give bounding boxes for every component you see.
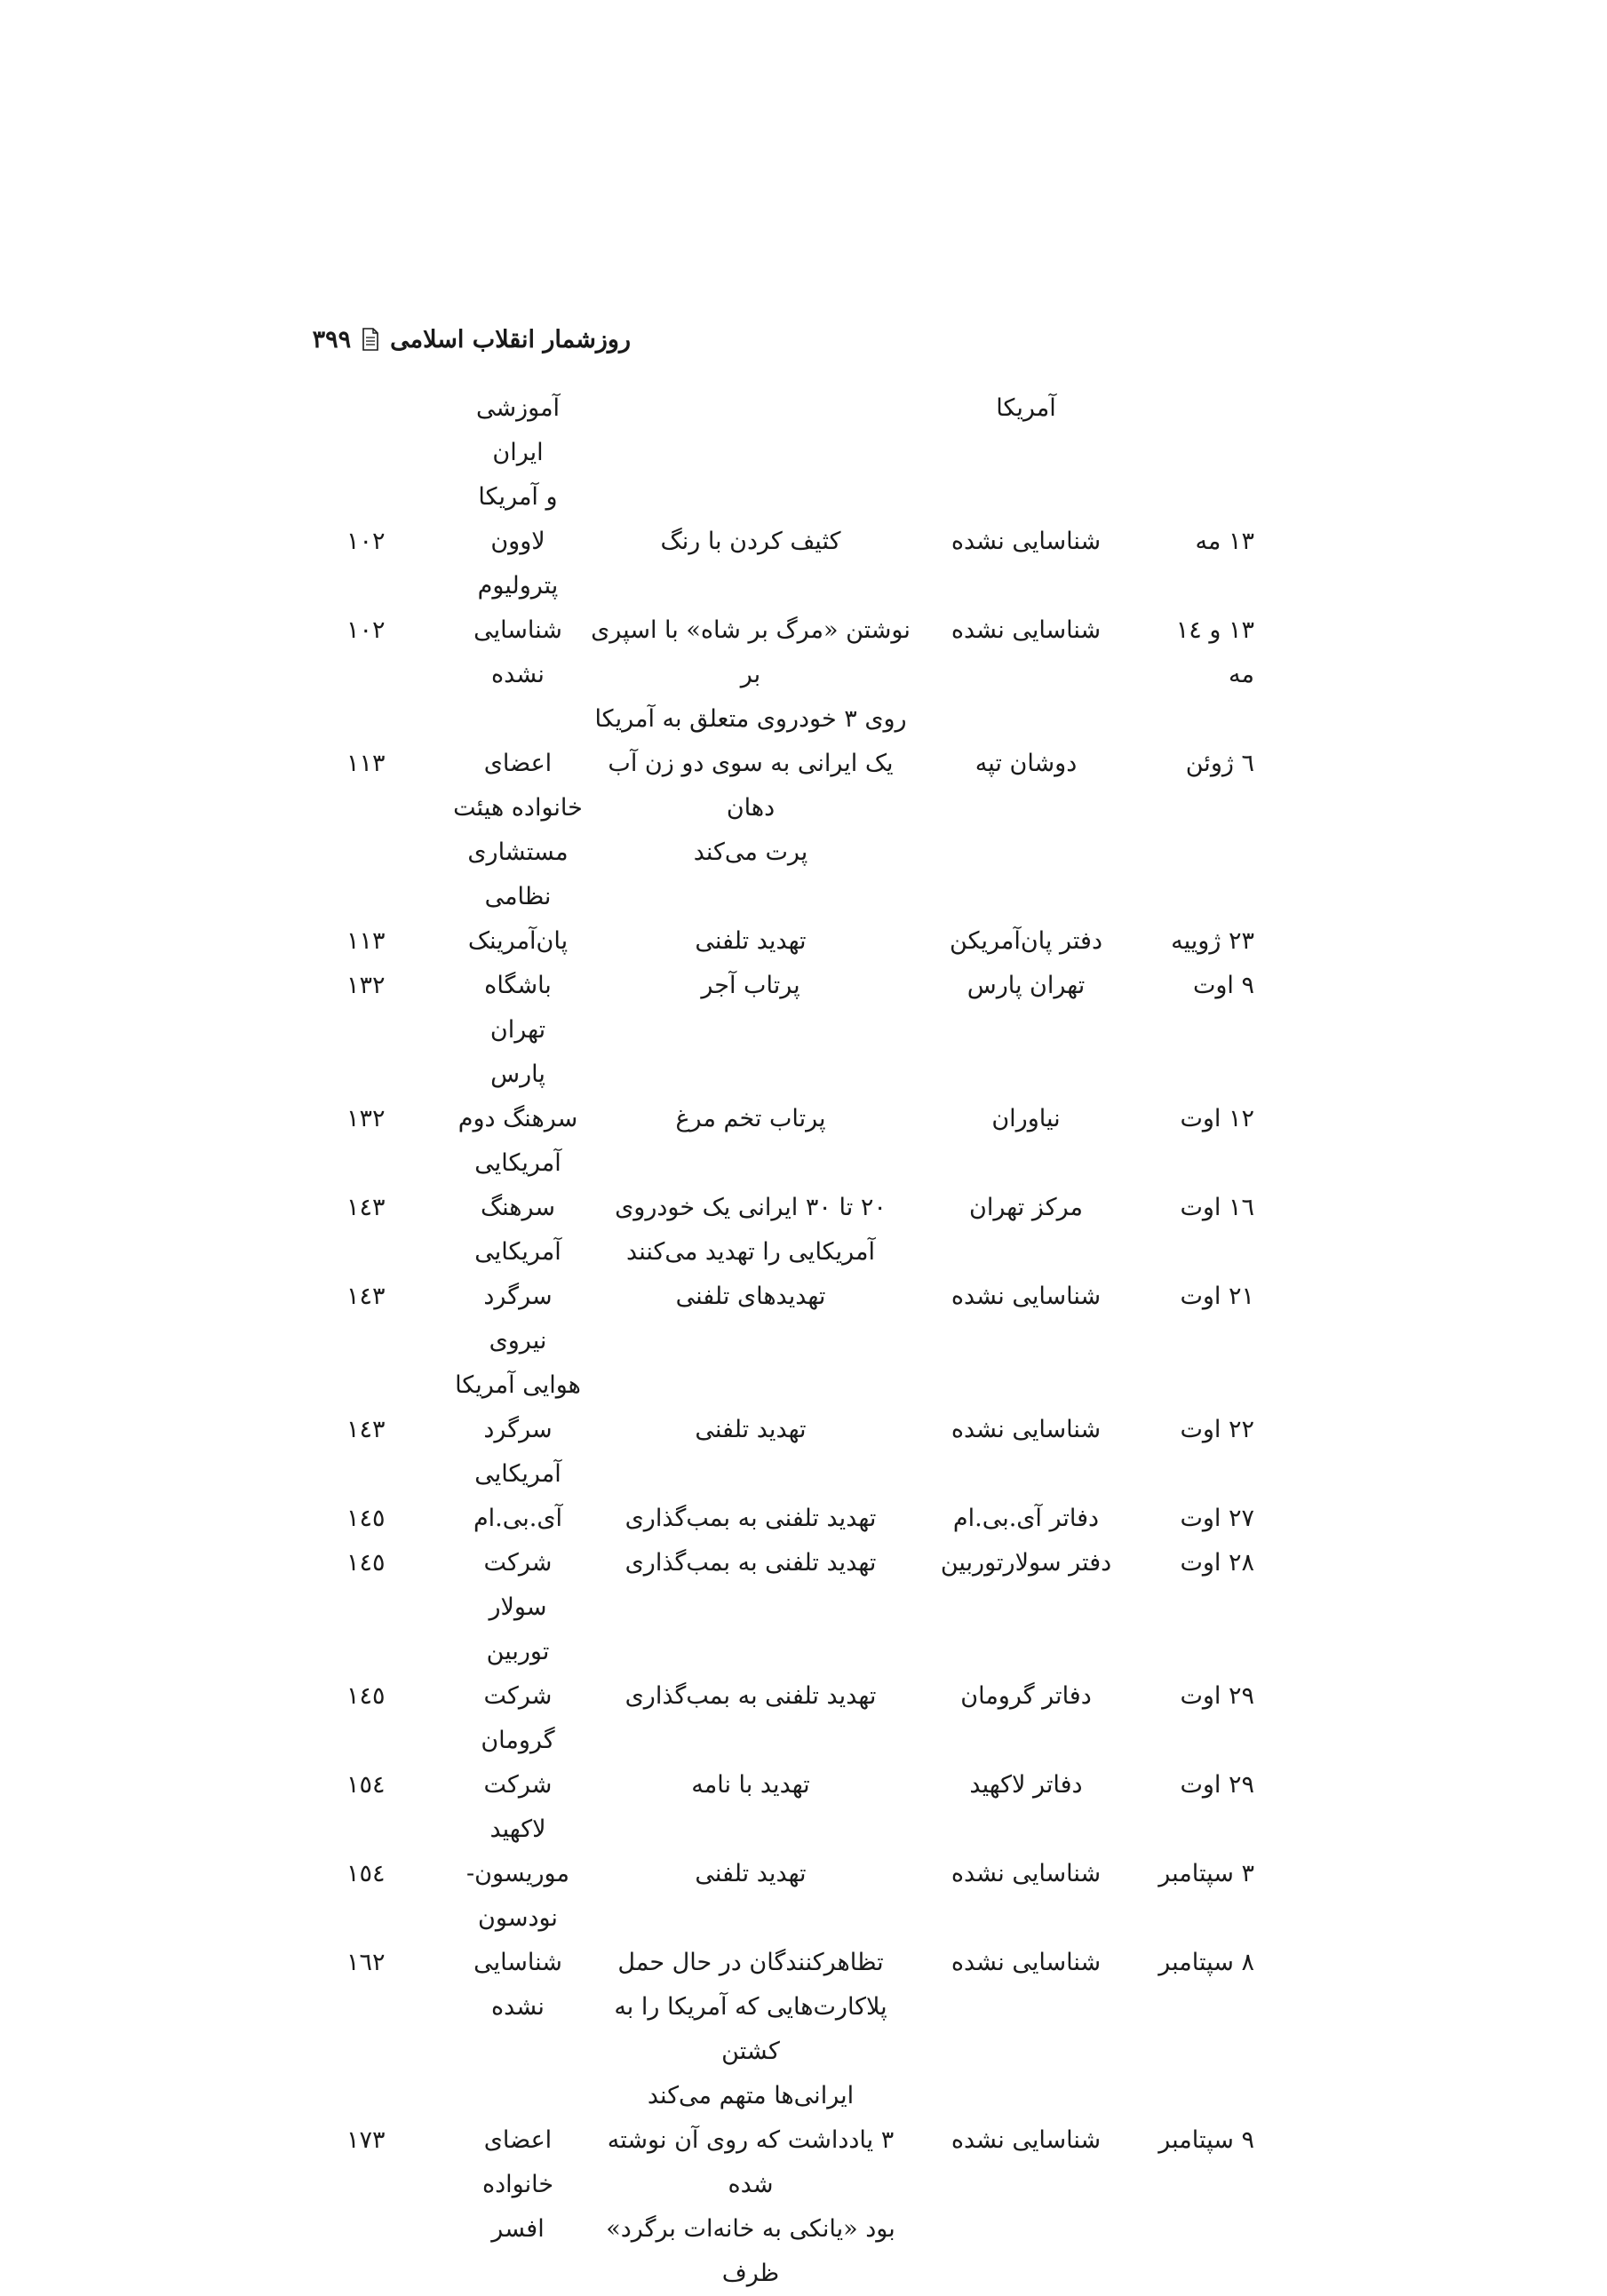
row-location: آمریکا — [996, 394, 1056, 422]
row-date: ٦ ژوئن — [1185, 750, 1254, 777]
row-target: موریسون- نودسون — [466, 1860, 569, 1932]
row-date — [1137, 386, 1261, 520]
header-title: روزشمار انقلاب اسلامی — [390, 325, 631, 354]
row-incident: تهدید تلفنی به بمب‌گذاری — [625, 1549, 877, 1577]
table-row — [320, 964, 1261, 1097]
row-date: ١٦ اوت — [1180, 1194, 1254, 1221]
row-page: ۱۷۳ — [346, 2126, 386, 2154]
row-incident: کثیف کردن با رنگ — [660, 528, 841, 555]
row-page — [320, 386, 453, 520]
row-target: پان‌آمرینک — [467, 927, 569, 955]
table-row — [320, 1275, 1261, 1408]
row-location: شناسایی نشده — [951, 528, 1102, 555]
row-page: ۱۱۳ — [346, 750, 386, 777]
row-location: تهران پارس — [967, 972, 1086, 999]
row-incident: تهدید تلفنی — [695, 1860, 807, 1887]
table-row — [320, 919, 1261, 964]
incident-table — [320, 386, 1261, 2296]
table-row — [320, 1941, 1261, 2118]
row-target: سرگرد نیروی هوایی آمریکا — [455, 1283, 581, 1399]
row-page: ۱۱۳ — [346, 927, 386, 955]
row-page: ١٥٤ — [346, 1771, 386, 1799]
table-row — [320, 1186, 1261, 1275]
row-incident: تهدید تلفنی — [695, 1416, 807, 1443]
row-date: ۱۳ و ١٤ مه — [1175, 616, 1254, 688]
row-target: باشگاه تهران پارس — [484, 972, 552, 1088]
row-incident: ۲۰ تا ۳۰ ایرانی یک خودروی آمریکایی را تهدید می‌کنند — [615, 1194, 887, 1266]
row-location: شناسایی نشده — [951, 2126, 1102, 2154]
row-incident: تظاهرکنندگان در حال حمل پلاکارت‌هایی که آمریکا را به کشتن ایرانی‌ها متهم می‌کند — [614, 1949, 887, 2109]
row-target: شرکت سولار توربین — [483, 1549, 553, 1665]
row-target: سرهنگ دوم آمریکایی — [457, 1105, 578, 1177]
row-location: شناسایی نشده — [951, 616, 1102, 644]
row-page: ١٥٤ — [346, 1860, 386, 1887]
row-page: ١٦٢ — [346, 1949, 386, 1976]
row-incident: تهدید تلفنی به بمب‌گذاری — [625, 1682, 877, 1710]
table-row — [320, 2118, 1261, 2296]
row-page: ١٤٣ — [346, 1194, 386, 1221]
row-date: ۲۳ ژوییه — [1171, 927, 1254, 955]
row-location: نیاوران — [991, 1105, 1061, 1132]
row-incident: تهدیدهای تلفنی — [675, 1283, 826, 1310]
row-page: ١٤٥ — [346, 1505, 386, 1532]
row-location: شناسایی نشده — [951, 1283, 1102, 1310]
row-incident: پرتاب تخم مرغ — [675, 1105, 826, 1132]
row-location: دوشان تپه — [975, 750, 1078, 777]
row-date: ۹ سپتامبر — [1158, 2126, 1254, 2154]
row-page: ١٤٣ — [346, 1283, 386, 1310]
row-incident: تهدید تلفنی به بمب‌گذاری — [625, 1505, 877, 1532]
table-row — [320, 1852, 1261, 1941]
table-row — [320, 1408, 1261, 1497]
row-date: ۱۲ اوت — [1180, 1105, 1254, 1132]
row-date: ۱۳ مه — [1195, 528, 1254, 555]
row-page: ۱۳۲ — [346, 1105, 386, 1132]
row-date: ۹ اوت — [1192, 972, 1254, 999]
row-target: آی.بی.ام — [473, 1505, 563, 1532]
row-page: ١٤٣ — [346, 1416, 386, 1443]
row-date: ۲۷ اوت — [1180, 1505, 1254, 1532]
row-page: ۱۰۲ — [346, 528, 386, 555]
table-row — [320, 1674, 1261, 1763]
row-date: ۲۲ اوت — [1180, 1416, 1254, 1443]
row-incident: تهدید تلفنی — [695, 927, 807, 955]
row-target: شرکت گرومان — [481, 1682, 555, 1754]
row-location: دفتر پان‌آمریکن — [950, 927, 1102, 955]
row-page: ۱۳۲ — [346, 972, 386, 999]
row-location: دفاتر لاکهید — [969, 1771, 1083, 1799]
row-target: اعضای خانواده هیئت مستشاری نظامی — [453, 750, 583, 910]
row-location: مرکز تهران — [969, 1194, 1083, 1221]
table-row — [320, 1541, 1261, 1674]
row-incident: تهدید با نامه — [691, 1771, 810, 1799]
row-location: دفتر سولارتوربین — [940, 1549, 1112, 1577]
row-date: ۲۹ اوت — [1180, 1771, 1254, 1799]
row-incident: پرتاب آجر — [701, 972, 800, 999]
table-row — [320, 1097, 1261, 1186]
row-page: ۱۰۲ — [346, 616, 386, 644]
document-icon — [362, 328, 379, 351]
row-incident: ۳ یادداشت که روی آن نوشته شده بود «یانکی به خانه‌ات برگرد» ظرف — [606, 2126, 895, 2287]
row-incident — [586, 386, 915, 520]
table-row — [320, 386, 1261, 520]
row-target: سرگرد آمریکایی — [474, 1416, 561, 1488]
row-date: ۸ سپتامبر — [1158, 1949, 1254, 1976]
table-row — [320, 608, 1261, 742]
table-row — [320, 1763, 1261, 1852]
row-target: سرهنگ آمریکایی — [474, 1194, 561, 1266]
row-page: ١٤٥ — [346, 1549, 386, 1577]
row-date: ۲۱ اوت — [1180, 1283, 1254, 1310]
row-location: شناسایی نشده — [951, 1860, 1102, 1887]
row-target: اعضای خانواده افسر — [481, 2126, 554, 2243]
row-target: آموزشی ایران و آمریکا — [475, 394, 561, 511]
row-date: ۲۸ اوت — [1180, 1549, 1254, 1577]
row-location: شناسایی نشده — [951, 1416, 1102, 1443]
header-page-number: ۳۹۹ — [312, 325, 352, 354]
table-row — [320, 520, 1261, 608]
row-page: ١٤٥ — [346, 1682, 386, 1710]
table-row — [320, 742, 1261, 919]
running-header — [302, 318, 631, 361]
row-location: دفاتر گرومان — [960, 1682, 1092, 1710]
row-incident: نوشتن «مرگ بر شاه» با اسپری بر روی ۳ خودروی متعلق به آمریکا — [591, 616, 911, 733]
row-date: ۳ سپتامبر — [1158, 1860, 1254, 1887]
row-target: شناسایی نشده — [473, 1949, 562, 2021]
row-target: شناسایی نشده — [473, 616, 562, 688]
row-location: دفاتر آی.بی.ام — [952, 1505, 1100, 1532]
row-location: شناسایی نشده — [951, 1949, 1102, 1976]
row-target: شرکت لاکهید — [483, 1771, 553, 1843]
row-incident: یک ایرانی به سوی دو زن آب دهان پرت می‌کند — [608, 750, 894, 866]
row-target: لاوون پترولیوم — [477, 528, 559, 600]
table-row — [320, 1497, 1261, 1541]
row-date: ۲۹ اوت — [1180, 1682, 1254, 1710]
